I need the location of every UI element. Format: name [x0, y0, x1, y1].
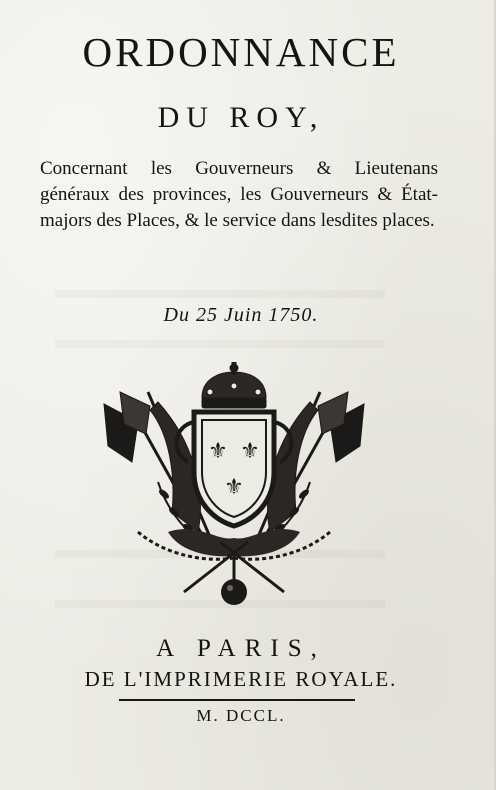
royal-arms-icon	[98, 362, 370, 612]
svg-text:⚜: ⚜	[208, 439, 228, 464]
bleed-through-line	[55, 290, 385, 298]
divider-rule	[119, 699, 355, 701]
document-subtitle: DU ROY,	[157, 101, 325, 134]
document-date: Du 25 Juin 1750.	[163, 304, 319, 326]
imprint-printer: DE L'IMPRIMERIE ROYALE.	[84, 667, 398, 691]
document-description: Concernant les Gouverneurs & Lieutenans généraux des provinces, les Gouverneurs & État-majors des Places, & le service dans lesdites places.	[40, 158, 438, 231]
svg-text:⚜: ⚜	[240, 439, 260, 464]
bleed-through-line	[55, 340, 385, 348]
imprint-year: M. DCCL.	[196, 706, 286, 725]
document-title: ORDONNANCE	[82, 29, 400, 75]
imprint-city: A PARIS,	[156, 635, 326, 662]
svg-text:⚜: ⚜	[224, 475, 244, 500]
